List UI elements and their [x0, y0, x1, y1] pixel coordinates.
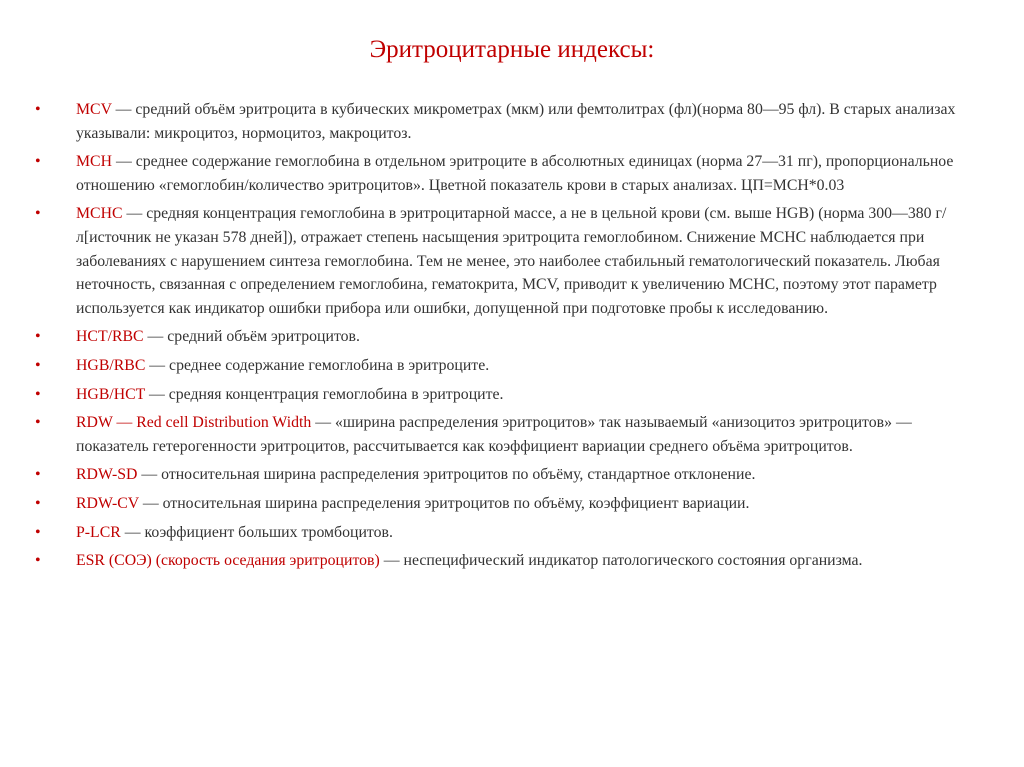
bullet-icon: • [35, 328, 41, 346]
bullet-icon: • [35, 101, 41, 118]
list-item [30, 411, 970, 458]
index-term: MCH [76, 153, 112, 171]
list-item [30, 492, 970, 516]
list-item [30, 202, 970, 320]
index-description: — «ширина распределения эритроцитов» так называемый «анизоцитоз эритроцитов» — показатель гетерогенности эритроцитов, рассчитывается как коэффициент вариации среднего объёма эритроцитов. [76, 414, 912, 455]
index-term: HGB/HCT [76, 385, 146, 403]
list-item [30, 354, 970, 378]
index-description: — средний объём эритроцитов. [143, 328, 360, 346]
index-term: RDW-SD [76, 466, 138, 484]
index-term: MCHC [76, 205, 123, 223]
list-item [30, 549, 970, 573]
bullet-icon: • [35, 523, 41, 541]
index-term: HCT/RBC [76, 328, 144, 346]
index-description: — относительная ширина распределения эритроцитов по объёму, стандартное отклонение. [137, 466, 756, 484]
index-description: — среднее содержание гемоглобина в отдельном эритроците в абсолютных единицах (норма 27—31 пг), пропорциональное отношению «гемоглобин/количество эритроцитов». Цветной показатель крови в старых анализах. ЦП=MCH*0.03 [76, 153, 954, 194]
index-description: — среднее содержание гемоглобина в эритроците. [145, 356, 490, 374]
list-item [30, 98, 970, 145]
slide-title: Эритроцитарные индексы: [369, 36, 655, 63]
bullet-icon: • [35, 205, 41, 223]
index-term: P-LCR [76, 523, 121, 541]
index-description: — неспецифический индикатор патологического состояния организма. [379, 552, 863, 570]
bullet-icon: • [35, 414, 41, 432]
index-term: RDW — Red cell Distribution Width [76, 414, 312, 432]
indices-list [30, 98, 970, 578]
list-item [30, 463, 970, 487]
list-item [30, 150, 970, 197]
index-description: — относительная ширина распределения эритроцитов по объёму, коэффициент вариации. [138, 494, 750, 512]
index-term: RDW-CV [76, 494, 139, 512]
index-description: — коэффициент больших тромбоцитов. [120, 523, 393, 541]
index-description: — средняя концентрация гемоглобина в эритроците. [145, 385, 504, 403]
index-term: MCV [76, 101, 112, 118]
bullet-icon: • [35, 356, 41, 374]
bullet-icon: • [35, 494, 41, 512]
list-item [30, 383, 970, 407]
bullet-icon: • [35, 466, 41, 484]
list-item [30, 521, 970, 545]
bullet-icon: • [35, 153, 41, 171]
bullet-icon: • [35, 552, 41, 570]
index-term: ESR (СОЭ) (скорость оседания эритроцитов) [76, 552, 380, 570]
index-description: — средняя концентрация гемоглобина в эритроцитарной массе, а не в цельной крови (см. выше HGB) (норма 300—380 г/л[источник не указан 578 дней]), отражает степень насыщения эритроцита гемоглобином. Снижение MCHC наблюдается при заболеваниях с нарушением синтеза гемоглобина. Тем не менее, это наиболее стабильный гематологический показатель. Любая неточность, связанная с определением гемоглобина, гематокрита, MCV, приводит к увеличению MCHC, поэтому этот параметр используется как индикатор ошибки прибора или ошибки, допущенной при подготовке пробы к исследованию. [76, 205, 947, 317]
list-item [30, 325, 970, 349]
index-term: HGB/RBC [76, 356, 146, 374]
index-description: — средний объём эритроцита в кубических микрометрах (мкм) или фемтолитрах (фл)(норма 80—95 фл). В старых анализах указывали: микроцитоз, нормоцитоз, макроцитоз. [76, 101, 956, 142]
bullet-icon: • [35, 385, 41, 403]
